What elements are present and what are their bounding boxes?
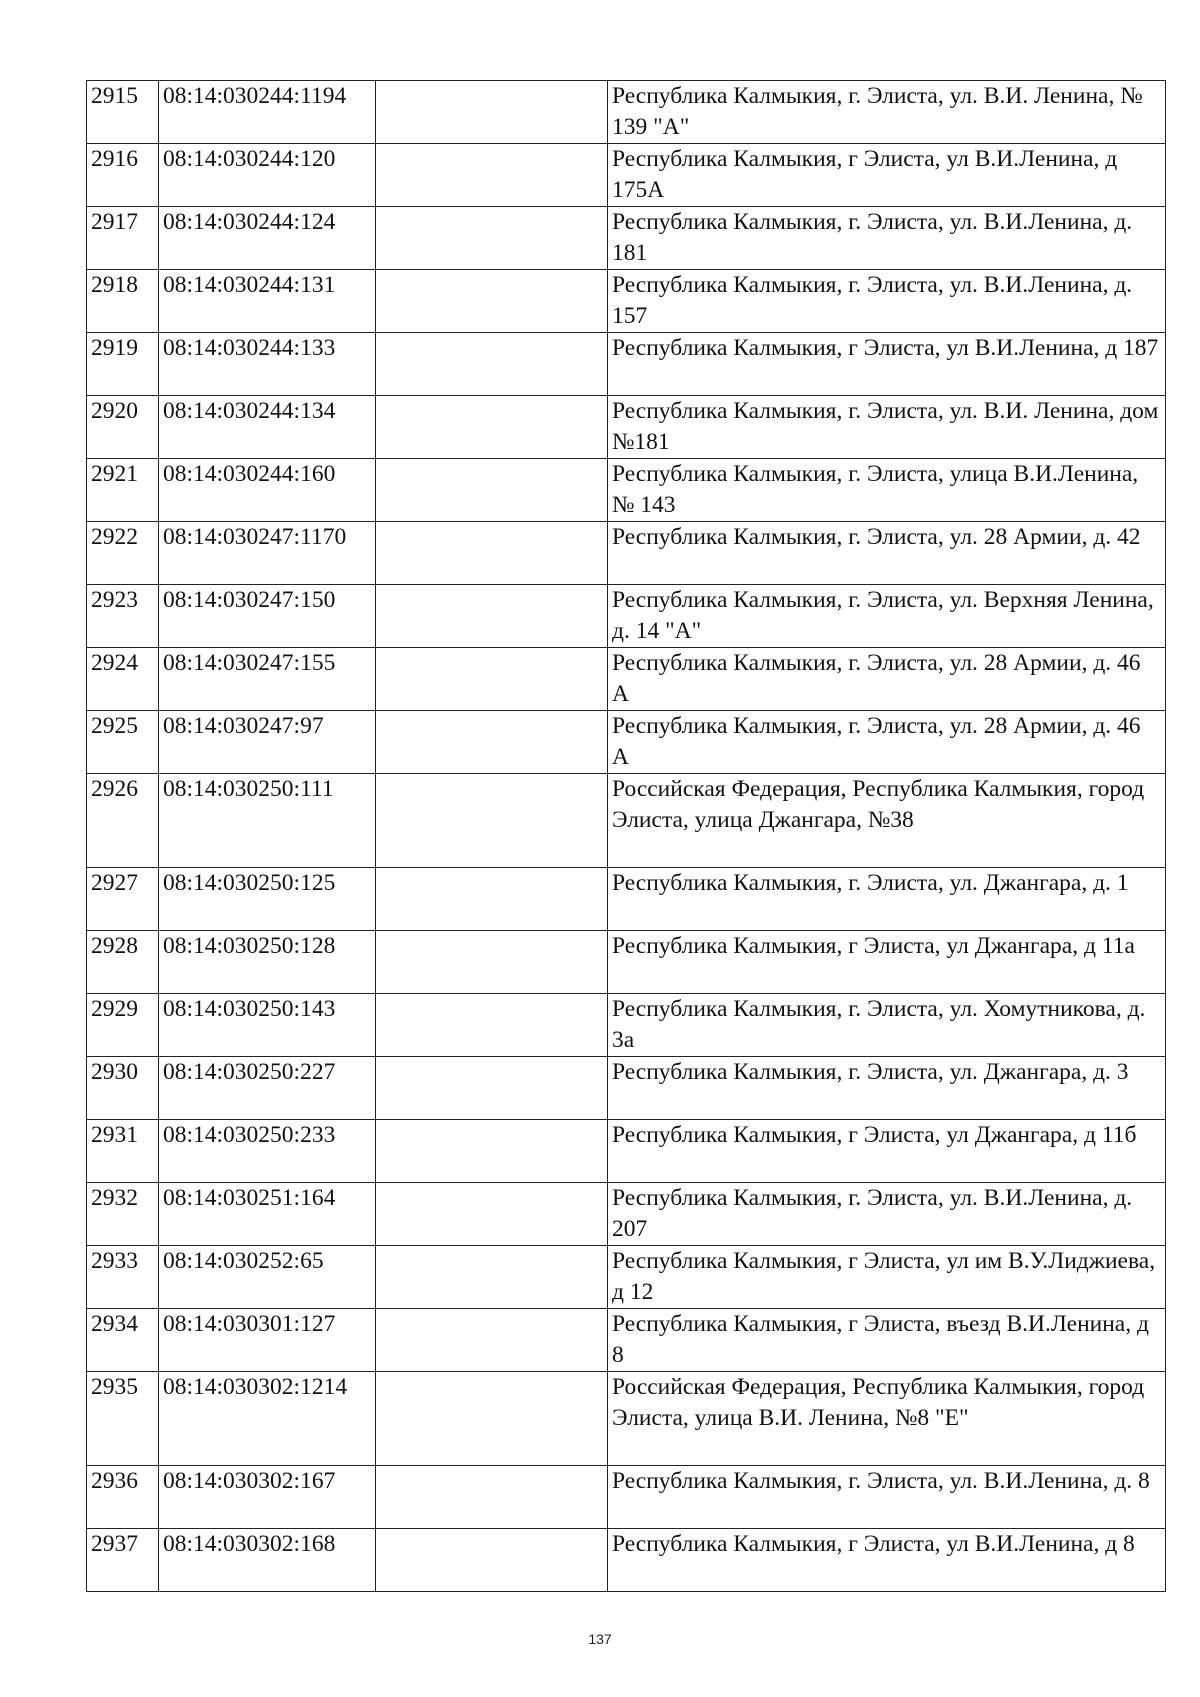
row-number-cell: 2932	[87, 1183, 159, 1246]
address-cell: Республика Калмыкия, г Элиста, ул Джангара, д 11б	[608, 1120, 1166, 1183]
cadastral-number-cell: 08:14:030244:120	[159, 144, 376, 207]
address-cell: Республика Калмыкия, г Элиста, ул В.И.Ленина, д 187	[608, 333, 1166, 396]
empty-cell	[376, 711, 608, 774]
address-cell: Республика Калмыкия, г. Элиста, ул. 28 Армии, д. 42	[608, 522, 1166, 585]
table-row	[87, 648, 1166, 711]
cadastral-number-cell: 08:14:030250:227	[159, 1057, 376, 1120]
empty-cell	[376, 1309, 608, 1372]
row-number-cell: 2934	[87, 1309, 159, 1372]
empty-cell	[376, 522, 608, 585]
address-cell: Республика Калмыкия, г. Элиста, улица В.И.Ленина, № 143	[608, 459, 1166, 522]
address-cell: Республика Калмыкия, г. Элиста, ул. Хомутникова, д. 3а	[608, 994, 1166, 1057]
row-number-cell: 2927	[87, 868, 159, 931]
empty-cell	[376, 648, 608, 711]
cadastral-number-cell: 08:14:030250:233	[159, 1120, 376, 1183]
empty-cell	[376, 270, 608, 333]
row-number-cell: 2929	[87, 994, 159, 1057]
cadastral-number-cell: 08:14:030250:143	[159, 994, 376, 1057]
table-row	[87, 1246, 1166, 1309]
cadastral-number-cell: 08:14:030247:155	[159, 648, 376, 711]
table-row	[87, 931, 1166, 994]
cadastral-number-cell: 08:14:030247:97	[159, 711, 376, 774]
cadastral-number-cell: 08:14:030301:127	[159, 1309, 376, 1372]
address-cell: Республика Калмыкия, г. Элиста, ул. Верхняя Ленина, д. 14 "А"	[608, 585, 1166, 648]
empty-cell	[376, 1183, 608, 1246]
address-cell: Российская Федерация, Республика Калмыкия, город Элиста, улица Джангара, №38	[608, 774, 1166, 868]
row-number-cell: 2925	[87, 711, 159, 774]
table-row	[87, 1057, 1166, 1120]
row-number-cell: 2926	[87, 774, 159, 868]
address-cell: Республика Калмыкия, г Элиста, ул В.И.Ленина, д 175А	[608, 144, 1166, 207]
table-row	[87, 585, 1166, 648]
row-number-cell: 2935	[87, 1372, 159, 1466]
table-row	[87, 1309, 1166, 1372]
address-cell: Республика Калмыкия, г. Элиста, ул. В.И.Ленина, д. 181	[608, 207, 1166, 270]
table-row	[87, 270, 1166, 333]
table-row	[87, 396, 1166, 459]
empty-cell	[376, 868, 608, 931]
page-number: 137	[588, 1631, 612, 1647]
table-body	[87, 81, 1166, 1592]
table-row	[87, 1372, 1166, 1466]
row-number-cell: 2918	[87, 270, 159, 333]
address-cell: Республика Калмыкия, г. Элиста, ул. В.И.Ленина, д. 8	[608, 1466, 1166, 1529]
table-row	[87, 459, 1166, 522]
row-number-cell: 2924	[87, 648, 159, 711]
empty-cell	[376, 1529, 608, 1592]
row-number-cell: 2919	[87, 333, 159, 396]
row-number-cell: 2933	[87, 1246, 159, 1309]
address-cell: Республика Калмыкия, г. Элиста, ул. 28 Армии, д. 46 А	[608, 711, 1166, 774]
address-cell: Республика Калмыкия, г Элиста, ул им В.У.Лиджиева, д 12	[608, 1246, 1166, 1309]
empty-cell	[376, 1466, 608, 1529]
row-number-cell: 2937	[87, 1529, 159, 1592]
cadastral-number-cell: 08:14:030244:131	[159, 270, 376, 333]
empty-cell	[376, 1057, 608, 1120]
cadastral-number-cell: 08:14:030250:128	[159, 931, 376, 994]
address-cell: Республика Калмыкия, г. Элиста, ул. Джангара, д. 3	[608, 1057, 1166, 1120]
cadastral-number-cell: 08:14:030244:134	[159, 396, 376, 459]
address-cell: Республика Калмыкия, г Элиста, въезд В.И.Ленина, д 8	[608, 1309, 1166, 1372]
cadastral-number-cell: 08:14:030302:167	[159, 1466, 376, 1529]
table-row	[87, 207, 1166, 270]
address-cell: Республика Калмыкия, г Элиста, ул Джангара, д 11а	[608, 931, 1166, 994]
cadastral-number-cell: 08:14:030302:1214	[159, 1372, 376, 1466]
empty-cell	[376, 144, 608, 207]
empty-cell	[376, 994, 608, 1057]
table-row	[87, 81, 1166, 144]
cadastral-number-cell: 08:14:030251:164	[159, 1183, 376, 1246]
cadastral-number-cell: 08:14:030252:65	[159, 1246, 376, 1309]
cadastral-number-cell: 08:14:030247:150	[159, 585, 376, 648]
row-number-cell: 2917	[87, 207, 159, 270]
cadastral-number-cell: 08:14:030244:1194	[159, 81, 376, 144]
empty-cell	[376, 931, 608, 994]
cadastral-number-cell: 08:14:030247:1170	[159, 522, 376, 585]
table-row	[87, 868, 1166, 931]
address-cell: Республика Калмыкия, г. Элиста, ул. В.И.Ленина, д. 207	[608, 1183, 1166, 1246]
cadastral-number-cell: 08:14:030244:124	[159, 207, 376, 270]
table-row	[87, 1529, 1166, 1592]
empty-cell	[376, 1120, 608, 1183]
address-cell: Республика Калмыкия, г. Элиста, ул. 28 Армии, д. 46 А	[608, 648, 1166, 711]
empty-cell	[376, 459, 608, 522]
table-row	[87, 1466, 1166, 1529]
address-cell: Российская Федерация, Республика Калмыкия, город Элиста, улица В.И. Ленина, №8 "Е"	[608, 1372, 1166, 1466]
address-cell: Республика Калмыкия, г. Элиста, ул. Джангара, д. 1	[608, 868, 1166, 931]
empty-cell	[376, 333, 608, 396]
empty-cell	[376, 585, 608, 648]
table-row	[87, 1183, 1166, 1246]
cadastral-number-cell: 08:14:030244:160	[159, 459, 376, 522]
empty-cell	[376, 1372, 608, 1466]
table-row	[87, 774, 1166, 868]
table-row	[87, 711, 1166, 774]
address-cell: Республика Калмыкия, г. Элиста, ул. В.И. Ленина, дом №181	[608, 396, 1166, 459]
cadastral-number-cell: 08:14:030244:133	[159, 333, 376, 396]
empty-cell	[376, 774, 608, 868]
row-number-cell: 2916	[87, 144, 159, 207]
row-number-cell: 2920	[87, 396, 159, 459]
cadastral-number-cell: 08:14:030302:168	[159, 1529, 376, 1592]
address-cell: Республика Калмыкия, г. Элиста, ул. В.И. Ленина, № 139 "А"	[608, 81, 1166, 144]
row-number-cell: 2921	[87, 459, 159, 522]
cadastral-number-cell: 08:14:030250:125	[159, 868, 376, 931]
row-number-cell: 2931	[87, 1120, 159, 1183]
row-number-cell: 2922	[87, 522, 159, 585]
property-table	[86, 80, 1166, 1592]
empty-cell	[376, 81, 608, 144]
table-row	[87, 994, 1166, 1057]
row-number-cell: 2930	[87, 1057, 159, 1120]
table-row	[87, 144, 1166, 207]
table-row	[87, 522, 1166, 585]
table-row	[87, 1120, 1166, 1183]
row-number-cell: 2923	[87, 585, 159, 648]
row-number-cell: 2936	[87, 1466, 159, 1529]
cadastral-number-cell: 08:14:030250:111	[159, 774, 376, 868]
address-cell: Республика Калмыкия, г Элиста, ул В.И.Ленина, д 8	[608, 1529, 1166, 1592]
empty-cell	[376, 207, 608, 270]
table-row	[87, 333, 1166, 396]
row-number-cell: 2928	[87, 931, 159, 994]
empty-cell	[376, 396, 608, 459]
row-number-cell: 2915	[87, 81, 159, 144]
address-cell: Республика Калмыкия, г. Элиста, ул. В.И.Ленина, д. 157	[608, 270, 1166, 333]
empty-cell	[376, 1246, 608, 1309]
